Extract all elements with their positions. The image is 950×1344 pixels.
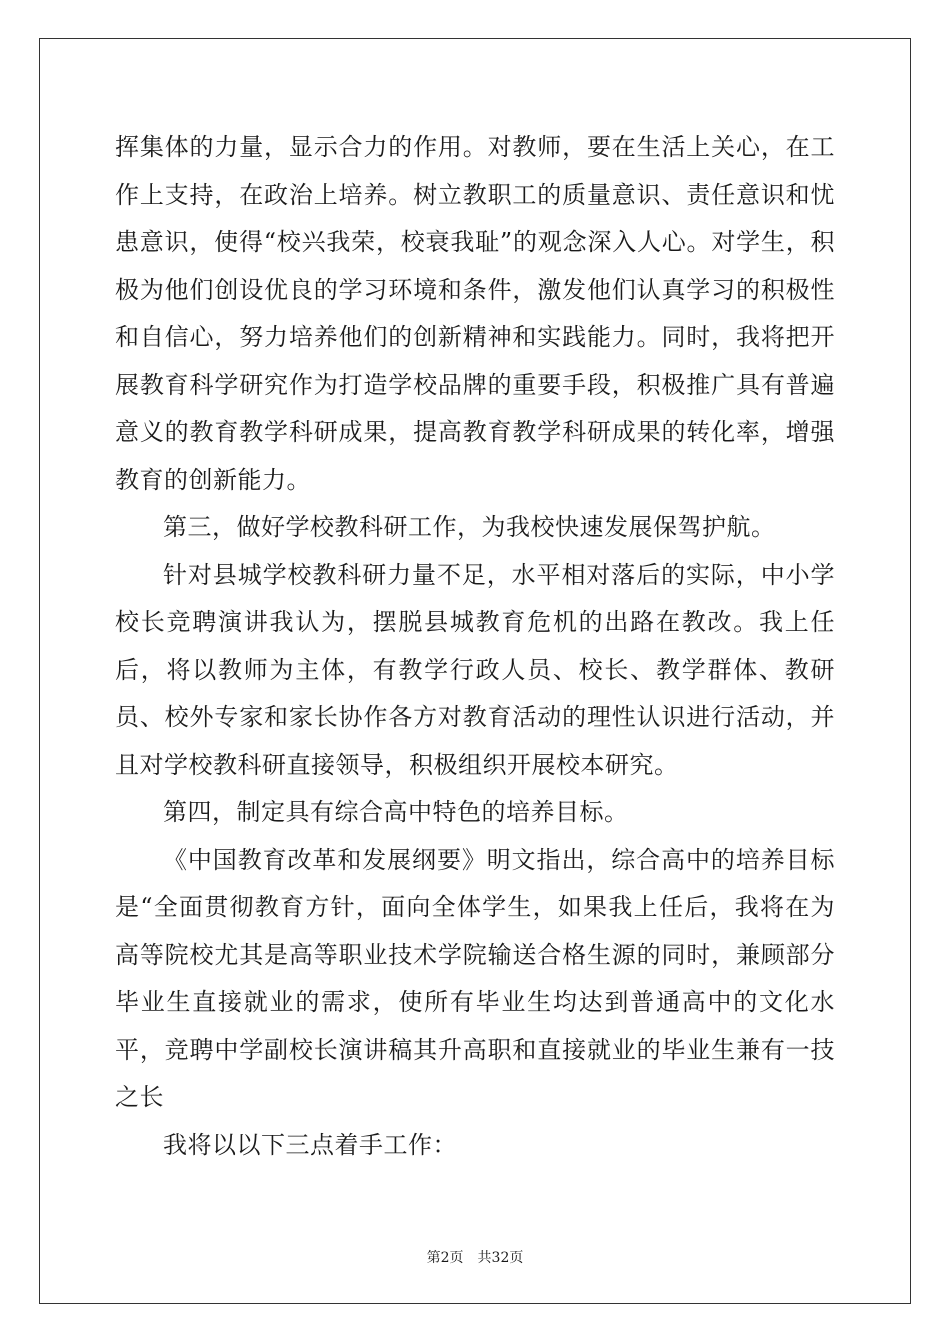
paragraph-3: 针对县城学校教科研力量不足，水平相对落后的实际，中小学校长竞聘演讲我认为，摆脱县城教育危机的出路在教改。我上任后，将以教师为主体，有教学行政人员、校长、教学群体、教研员、校外专家和家长协作各方对教育活动的理性认识进行活动，并且对学校教科研直接领导，积极组织开展校本研究。	[115, 560, 835, 779]
paragraph-5: 《中国教育改革和发展纲要》明文指出，综合高中的培养目标是“全面贯彻教育方针，面向全体学生，如果我上任后，我将在为高等院校尤其是高等职业技术学院输送合格生源的同时，兼顾部分毕业生直接就业的需求，使所有毕业生均达到普通高中的文化水平，竞聘中学副校长演讲稿其升高职和直接就业的毕业生兼有一技之长	[115, 845, 835, 1111]
page-footer	[0, 1248, 950, 1268]
paragraph-4: 第四，制定具有综合高中特色的培养目标。	[163, 798, 629, 826]
document-body	[115, 124, 835, 1169]
page-number: 第2页	[426, 1250, 464, 1266]
paragraph-2: 第三，做好学校教科研工作，为我校快速发展保驾护航。	[163, 513, 776, 541]
page-total: 共32页	[477, 1250, 524, 1266]
paragraph-1: 挥集体的力量，显示合力的作用。对教师，要在生活上关心，在工作上支持，在政治上培养。树立教职工的质量意识、责任意识和忧患意识，使得“校兴我荣，校衰我耻”的观念深入人心。对学生，积极为他们创设优良的学习环境和条件，激发他们认真学习的积极性和自信心，努力培养他们的创新精神和实践能力。同时，我将把开展教育科学研究作为打造学校品牌的重要手段，积极推广具有普遍意义的教育教学科研成果，提高教育教学科研成果的转化率，增强教育的创新能力。	[115, 133, 835, 494]
paragraph-6: 我将以以下三点着手工作：	[163, 1130, 457, 1159]
